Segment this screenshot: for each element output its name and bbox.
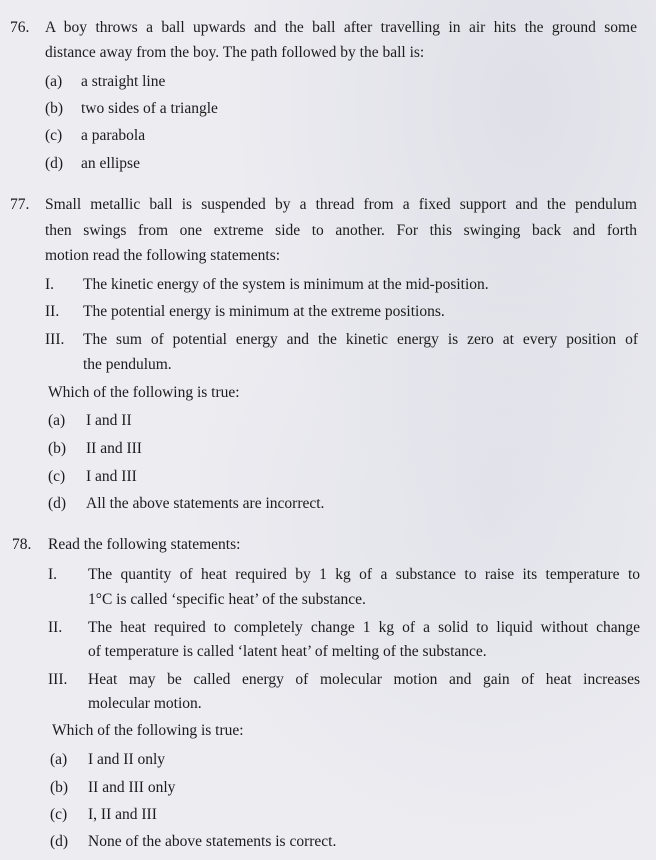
option-label: (c): [45, 127, 63, 144]
statement-text: molecular motion.: [88, 695, 202, 712]
question-stem-line: Read the following statements:: [48, 536, 241, 553]
option-text: a parabola: [81, 127, 146, 144]
question-prompt: Which of the following is true:: [52, 722, 244, 739]
statement-text: The potential energy is minimum at the extreme positions.: [83, 303, 445, 320]
option-text: I and II: [86, 412, 132, 429]
option-text: an ellipse: [81, 155, 140, 172]
option-label: (a): [50, 751, 68, 768]
option-label: (a): [48, 412, 66, 429]
statement-text: The quantity of heat required by 1 kg of a substance to raise its temperature to: [88, 566, 640, 583]
option-text: I, II and III: [88, 806, 157, 823]
option-label: (b): [48, 440, 67, 457]
statement-text: Heat may be called energy of molecular motion and gain of heat increases: [88, 671, 640, 688]
option-text: None of the above statements is correct.: [88, 833, 337, 850]
option-text: a straight line: [81, 73, 166, 90]
statement-label: II.: [48, 619, 63, 636]
statement-text: the pendulum.: [83, 356, 172, 373]
option-text: II and III: [86, 440, 142, 457]
option-label: (a): [45, 73, 63, 90]
statement-label: II.: [45, 303, 60, 320]
option-label: (c): [48, 468, 66, 485]
option-label: (c): [50, 806, 68, 823]
option-text: I and III: [86, 468, 137, 485]
statement-label: I.: [45, 276, 55, 293]
statement-label: III.: [48, 671, 68, 688]
question-number: 78.: [12, 536, 32, 553]
question-number: 77.: [10, 196, 30, 213]
option-text: two sides of a triangle: [81, 100, 218, 117]
question-stem-line: motion read the following statements:: [45, 247, 281, 264]
question-stem-line: Small metallic ball is suspended by a thread from a fixed support and the pendulum: [45, 196, 637, 213]
option-text: I and II only: [88, 751, 166, 768]
statement-label: III.: [45, 331, 65, 348]
question-prompt: Which of the following is true:: [48, 384, 240, 401]
option-label: (d): [48, 495, 67, 512]
option-text: All the above statements are incorrect.: [86, 495, 325, 512]
statement-text: 1°C is called ‘specific heat’ of the substance.: [88, 591, 366, 608]
statement-text: The sum of potential energy and the kinetic energy is zero at every position of: [83, 331, 638, 348]
question-stem-line: distance away from the boy. The path followed by the ball is:: [45, 44, 425, 61]
question-stem-line: then swings from one extreme side to another. For this swinging back and forth: [45, 222, 637, 239]
statement-text: The kinetic energy of the system is minimum at the mid-position.: [83, 276, 489, 293]
option-label: (d): [50, 833, 69, 850]
statement-text: The heat required to completely change 1 kg of a solid to liquid without change: [88, 619, 640, 636]
question-number: 76.: [10, 19, 30, 36]
option-label: (d): [45, 155, 64, 172]
statement-label: I.: [48, 566, 58, 583]
statement-text: of temperature is called ‘latent heat’ of melting of the substance.: [88, 643, 487, 660]
question-stem-line: A boy throws a ball upwards and the ball after travelling in air hits the ground some: [45, 19, 637, 36]
option-label: (b): [50, 779, 69, 796]
option-text: II and III only: [88, 779, 176, 796]
option-label: (b): [45, 100, 64, 117]
